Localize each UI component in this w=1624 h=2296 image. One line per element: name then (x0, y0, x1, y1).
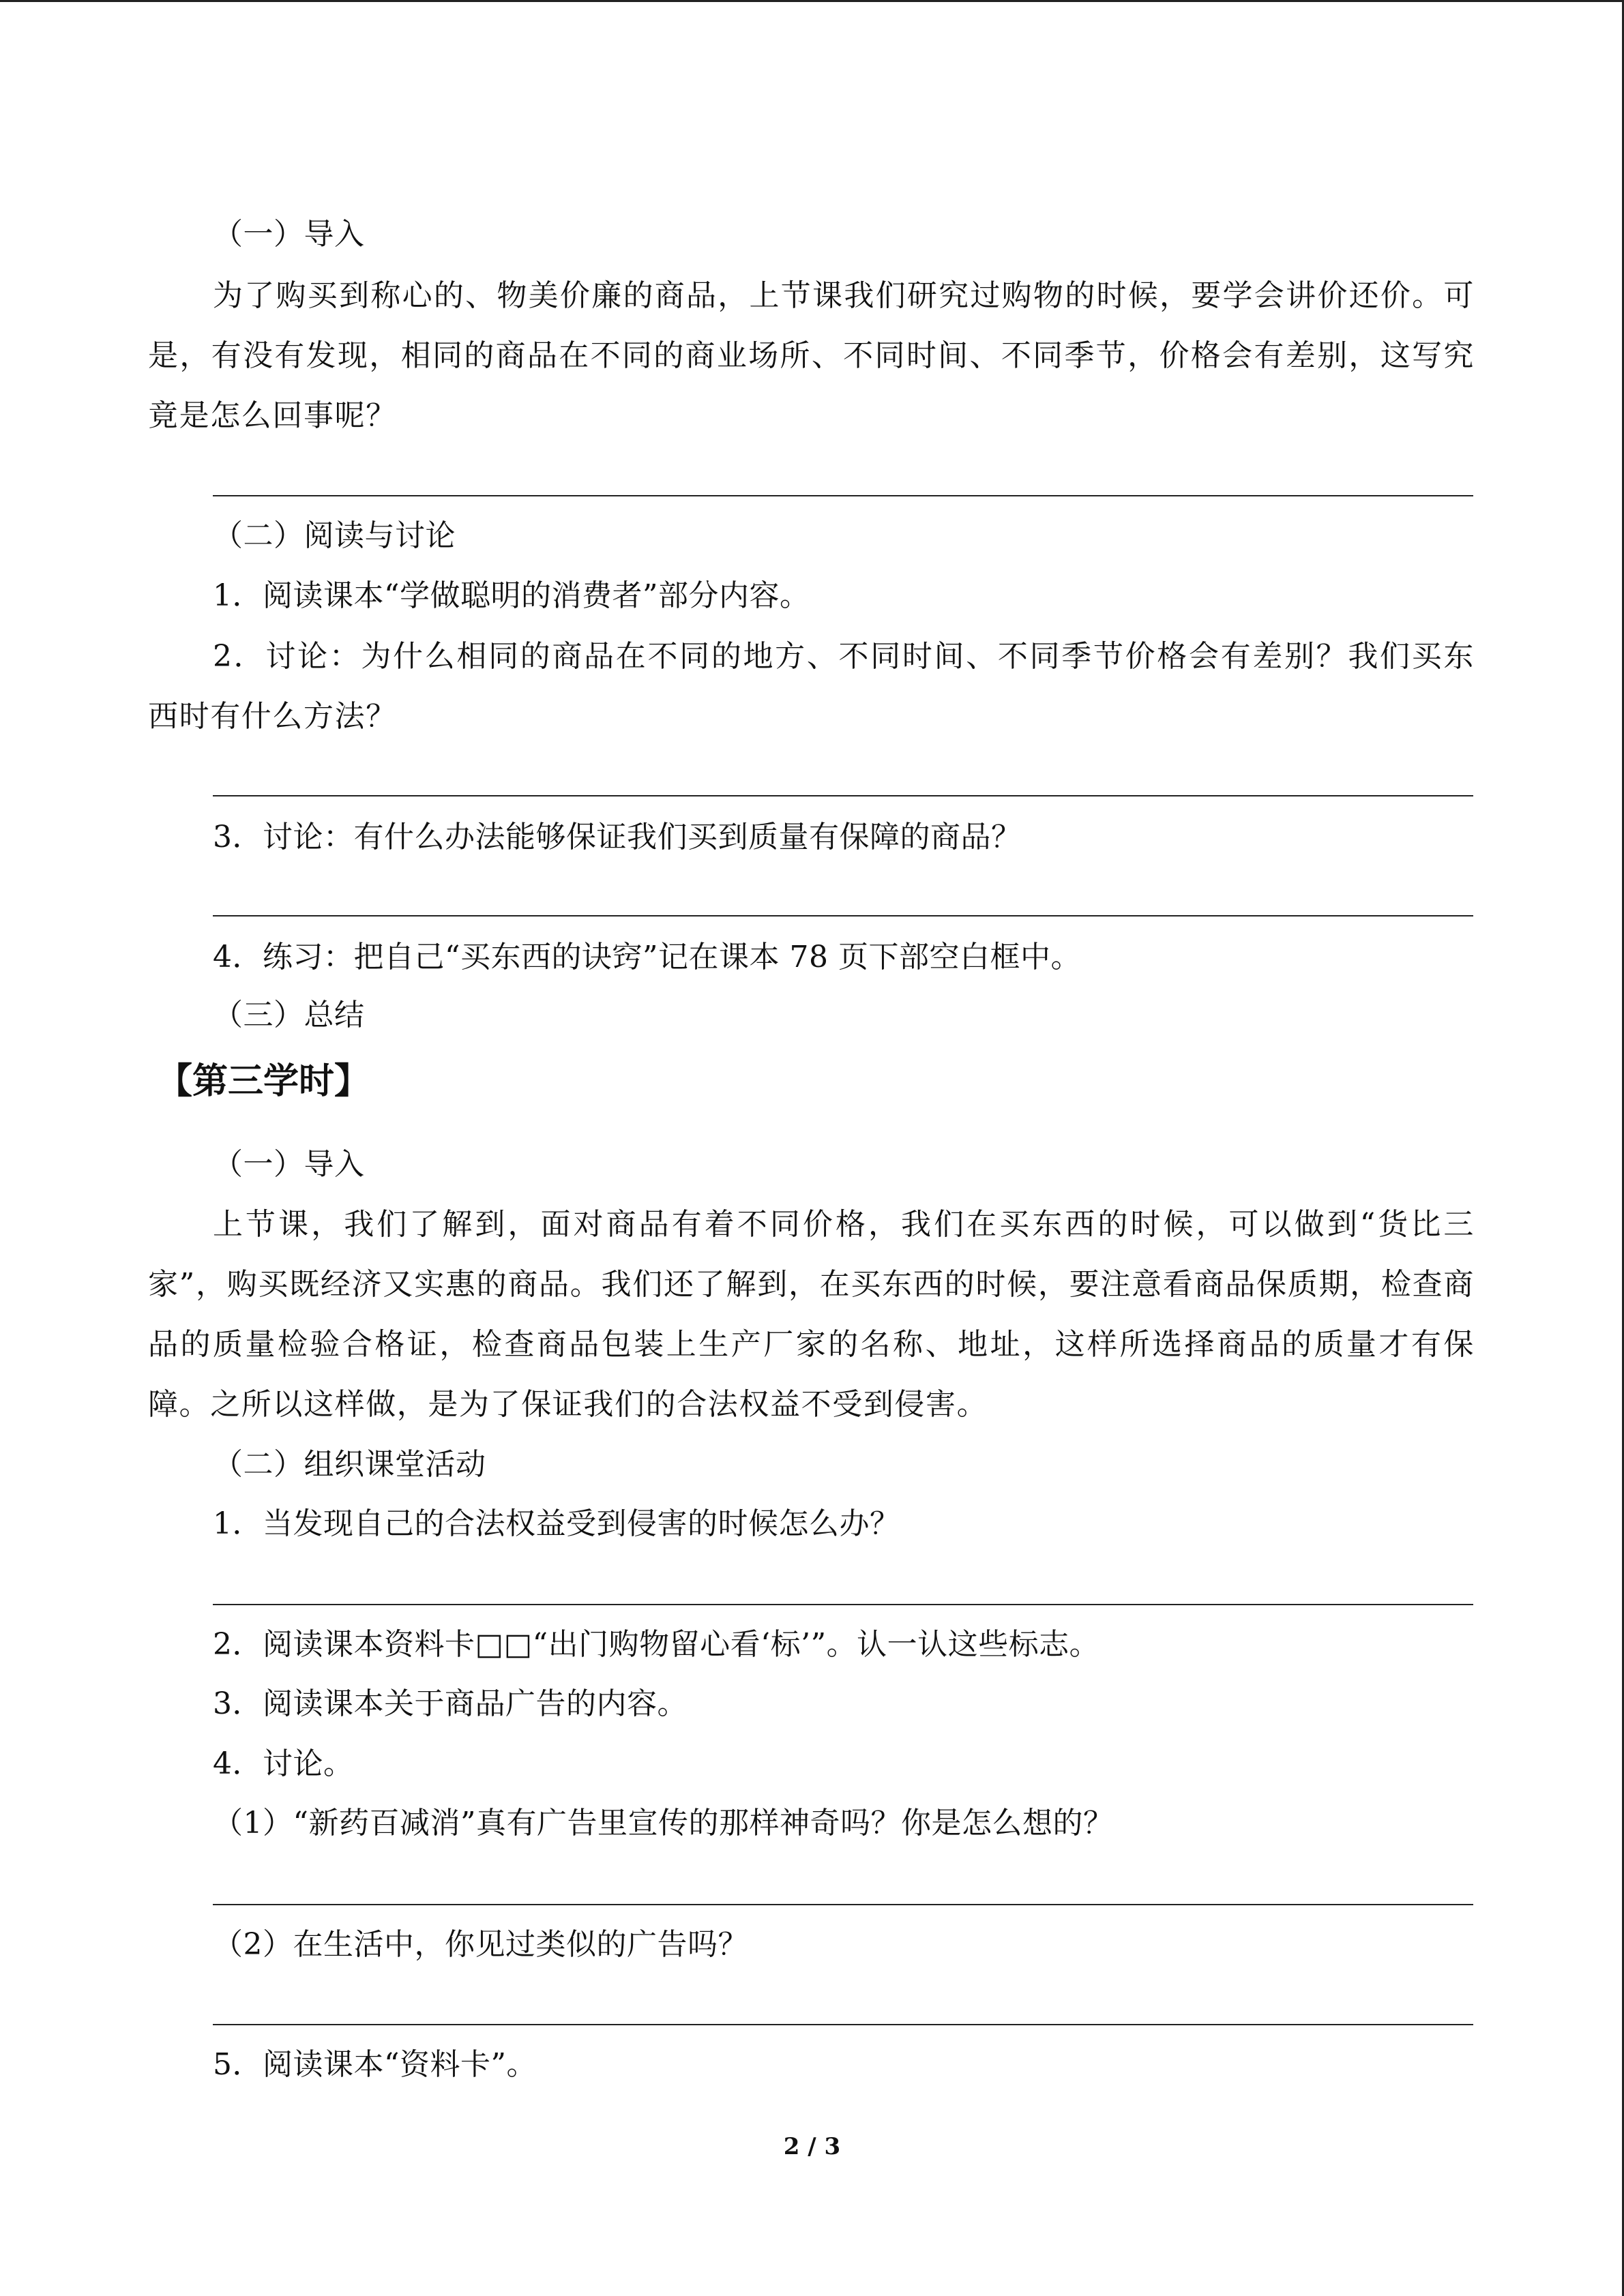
answer-line (213, 495, 1473, 496)
answer-line (213, 1604, 1473, 1605)
section3-item-1: 1．当发现自己的合法权益受到侵害的时候怎么办？ (213, 1506, 900, 1541)
section2-reading-heading: （二）阅读与讨论 (213, 518, 456, 553)
answer-line (213, 915, 1473, 916)
section3-item-3: 3．阅读课本关于商品广告的内容。 (213, 1686, 688, 1721)
answer-line (213, 1904, 1473, 1905)
section2-intro-heading: （一）导入 (213, 217, 365, 252)
section2-intro-paragraph: 为了购买到称心的、物美价廉的商品，上节课我们研究过购物的时候，要学会讲价还价。可是，有没有发现，相同的商品在不同的商业场所、不同时间、不同季节，价格会有差别，这写究竟是怎么回事呢？ (148, 278, 1475, 433)
section2-item-2: 2．讨论：为什么相同的商品在不同的地方、不同时间、不同季节价格会有差别？我们买东西时有什么方法？ (148, 639, 1475, 734)
page-border-top (0, 0, 1624, 2)
section2-summary-heading: （三）总结 (213, 998, 365, 1032)
section3-subitem-2: （2）在生活中，你见过类似的广告吗？ (213, 1927, 748, 1962)
answer-line (213, 795, 1473, 796)
section3-intro-heading: （一）导入 (213, 1147, 365, 1182)
section3-subitem-1: （1）“新药百减消”真有广告里宣传的那样神奇吗？你是怎么想的？ (213, 1806, 1114, 1840)
section3-intro-paragraph: 上节课，我们了解到，面对商品有着不同价格，我们在买东西的时候，可以做到“货比三家”，购买既经济又实惠的商品。我们还了解到，在买东西的时候，要注意看商品保质期，检查商品的质量检验合格证，检查商品包装上生产厂家的名称、地址，这样所选择商品的质量才有保障。之所以这样做，是为了保证我们的合法权益不受到侵害。 (148, 1207, 1475, 1422)
section3-activity-heading: （二）组织课堂活动 (213, 1447, 486, 1482)
section2-item-3: 3．讨论：有什么办法能够保证我们买到质量有保障的商品？ (213, 820, 1022, 854)
section2-item-1: 1．阅读课本“学做聪明的消费者”部分内容。 (213, 578, 810, 613)
section3-item-4: 4．讨论。 (213, 1746, 354, 1781)
section3-item-5: 5．阅读课本“资料卡”。 (213, 2047, 537, 2082)
section3-title: 【第三学时】 (157, 1060, 370, 1102)
answer-line (213, 2024, 1473, 2025)
section3-item-2: 2．阅读课本资料卡□□“出门购物留心看‘标’”。认一认这些标志。 (213, 1627, 1100, 1662)
section2-item-4: 4．练习：把自己“买东西的诀窍”记在课本 78 页下部空白框中。 (213, 940, 1081, 974)
page-number: 2 / 3 (783, 2133, 841, 2160)
